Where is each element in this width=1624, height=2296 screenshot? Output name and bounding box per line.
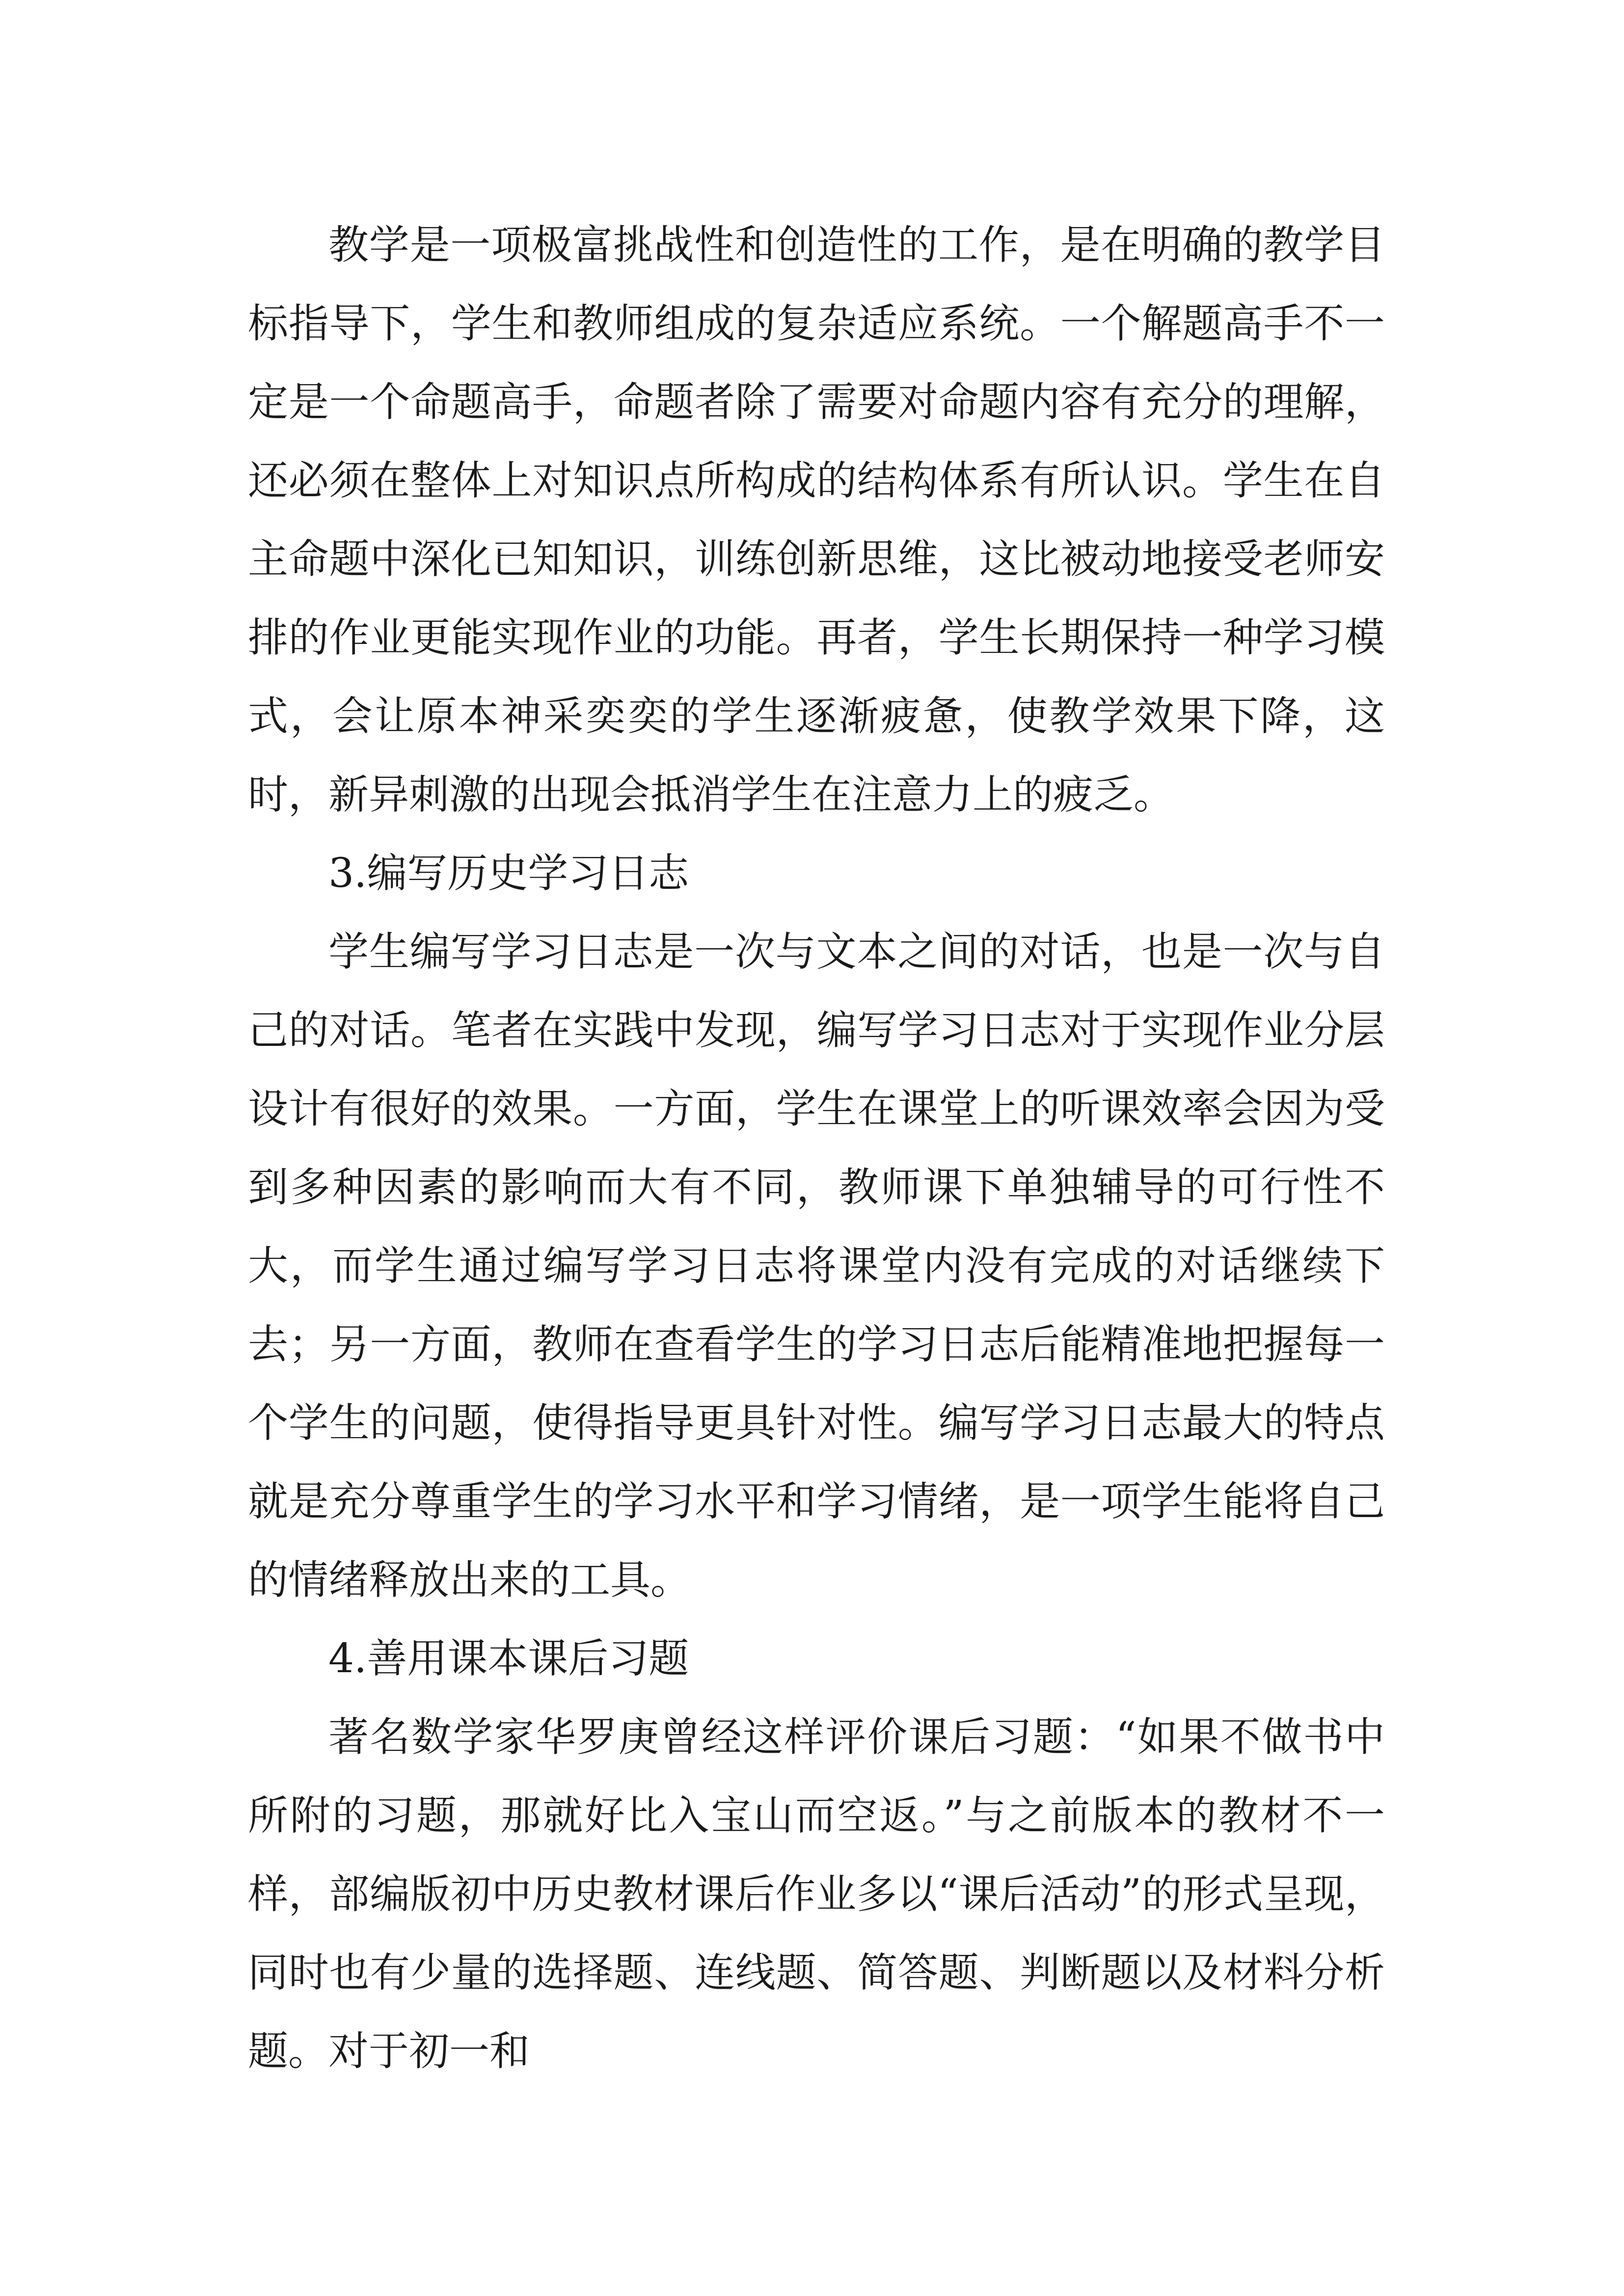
paragraph-textbook-exercises: 著名数学家华罗庚曾经这样评价课后习题：“如果不做书中所附的习题，那就好比入宝山而空返。”与之前版本的教材不一样，部编版初中历史教材课后作业多以“课后活动”的形式呈现，同时也有少量的选择题、连线题、简答题、判断题以及材料分析题。对于初一和 xyxy=(248,1714,1385,2075)
document-page xyxy=(248,206,1385,2091)
section-heading-learning-log: 3.编写历史学习日志 xyxy=(328,850,689,897)
section-heading-textbook-exercises: 4.善用课本课后习题 xyxy=(328,1635,689,1682)
paragraph-learning-log: 学生编写学习日志是一次与文本之间的对话，也是一次与自己的对话。笔者在实践中发现，编写学习日志对于实现作业分层设计有很好的效果。一方面，学生在课堂上的听课效率会因为受到多种因素的影响而大有不同，教师课下单独辅导的可行性不大，而学生通过编写学习日志将课堂内没有完成的对话继续下去；另一方面，教师在查看学生的学习日志后能精准地把握每一个学生的问题，使得指导更具针对性。编写学习日志最大的特点就是充分尊重学生的学习水平和学习情绪，是一项学生能将自己的情绪释放出来的工具。 xyxy=(248,929,1385,1603)
paragraph-self-questioning: 教学是一项极富挑战性和创造性的工作，是在明确的教学目标指导下，学生和教师组成的复杂适应系统。一个解题高手不一定是一个命题高手，命题者除了需要对命题内容有充分的理解，还必须在整体上对知识点所构成的结构体系有所认识。学生在自主命题中深化已知知识，训练创新思维，这比被动地接受老师安排的作业更能实现作业的功能。再者，学生长期保持一种学习模式，会让原本神采奕奕的学生逐渐疲惫，使教学效果下降，这时，新异刺激的出现会抵消学生在注意力上的疲乏。 xyxy=(248,222,1385,818)
